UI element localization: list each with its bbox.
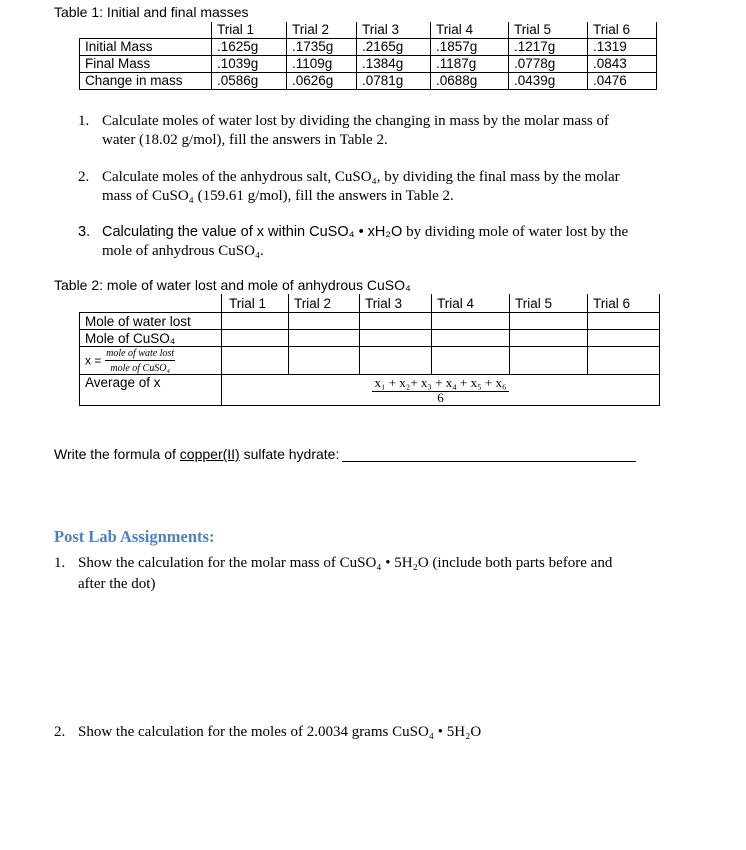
cell: .1384g bbox=[357, 56, 431, 73]
empty-cell bbox=[588, 313, 660, 330]
table2 bbox=[79, 294, 660, 406]
instruction-1 bbox=[78, 112, 678, 152]
empty-cell bbox=[588, 330, 660, 347]
empty-cell bbox=[588, 347, 660, 375]
x-prefix: x = bbox=[85, 353, 102, 367]
empty-cell bbox=[510, 330, 588, 347]
table2-col-header: Trial 2 bbox=[289, 294, 360, 313]
formula-prompt-before: Write the formula of bbox=[54, 446, 180, 462]
empty-cell bbox=[360, 330, 432, 347]
cell: .0688g bbox=[431, 73, 509, 90]
table2-corner bbox=[80, 294, 222, 313]
empty-cell bbox=[222, 313, 289, 330]
x-numerator: mole of wate lost bbox=[106, 347, 175, 359]
row-label: Mole of CuSO₄ bbox=[80, 330, 222, 347]
table2-col-header: Trial 5 bbox=[510, 294, 588, 313]
table1-caption: Table 1: Initial and final masses bbox=[54, 4, 249, 20]
list-number: 1. bbox=[54, 555, 66, 571]
table2-col-header: Trial 1 bbox=[222, 294, 289, 313]
list-number: 3. bbox=[78, 224, 91, 240]
cell: .0586g bbox=[212, 73, 287, 90]
formula-prompt-after: sulfate hydrate: bbox=[239, 446, 340, 462]
average-formula bbox=[372, 375, 508, 405]
instruction-line bbox=[102, 223, 628, 242]
formula-prompt-underlined: copper(II) bbox=[179, 446, 240, 462]
cell: .1625g bbox=[212, 39, 287, 56]
formula-answer-blank[interactable] bbox=[342, 447, 636, 462]
cell: .1319 bbox=[588, 39, 657, 56]
cell: .2165g bbox=[357, 39, 431, 56]
cell: .0843 bbox=[588, 56, 657, 73]
table1-col-header: Trial 4 bbox=[431, 22, 509, 39]
instruction-sans-part: Calculating the value of x within CuSO₄ • xH₂O bbox=[102, 224, 403, 240]
list-number: 2. bbox=[54, 724, 66, 740]
row-label: Average of x bbox=[80, 375, 222, 406]
table2-row-water-lost bbox=[80, 313, 660, 330]
average-numerator: x₁ + x₂+ x₃ + x₄ + x₅ + x₆ bbox=[374, 375, 507, 390]
list-number: 1. bbox=[78, 113, 90, 129]
cell: .1857g bbox=[431, 39, 509, 56]
question-line: Show the calculation for the moles of 2.0034 grams CuSO₄ • 5H₂O bbox=[78, 724, 482, 740]
post-lab-question-2 bbox=[54, 723, 714, 743]
cell: .1735g bbox=[287, 39, 357, 56]
empty-cell bbox=[289, 347, 360, 375]
empty-cell bbox=[432, 330, 510, 347]
cell: .1109g bbox=[287, 56, 357, 73]
table2-row-average bbox=[80, 375, 660, 406]
table2-col-header: Trial 6 bbox=[588, 294, 660, 313]
instruction-line: Calculate moles of water lost by dividing the changing in mass by the molar mass of bbox=[102, 113, 609, 129]
table2-row-x bbox=[80, 347, 660, 375]
cell: .0778g bbox=[509, 56, 588, 73]
x-formula-cell bbox=[80, 347, 222, 375]
instruction-serif-part: by dividing mole of water lost by the bbox=[402, 224, 629, 240]
row-label: Mole of water lost bbox=[80, 313, 222, 330]
table1-row-initial-mass bbox=[80, 39, 657, 56]
row-label: Final Mass bbox=[80, 56, 212, 73]
cell: .0781g bbox=[357, 73, 431, 90]
table1-col-header: Trial 1 bbox=[212, 22, 287, 39]
table1 bbox=[79, 22, 657, 90]
empty-cell bbox=[289, 330, 360, 347]
empty-cell bbox=[432, 347, 510, 375]
table1-col-header: Trial 2 bbox=[287, 22, 357, 39]
instruction-line: water (18.02 g/mol), fill the answers in Table 2. bbox=[102, 132, 388, 148]
x-denominator: mole of CuSO₄ bbox=[110, 362, 170, 374]
table2-row-cuso4 bbox=[80, 330, 660, 347]
cell: .1187g bbox=[431, 56, 509, 73]
table2-header-row bbox=[80, 294, 660, 313]
table2-caption: Table 2: mole of water lost and mole of anhydrous CuSO₄ bbox=[54, 277, 411, 293]
post-lab-question-1 bbox=[54, 554, 714, 594]
row-label: Initial Mass bbox=[80, 39, 212, 56]
question-line: Show the calculation for the molar mass of CuSO₄ • 5H₂O (include both parts before and bbox=[78, 555, 613, 571]
cell: .1217g bbox=[509, 39, 588, 56]
table2-col-header: Trial 3 bbox=[360, 294, 432, 313]
instruction-3 bbox=[78, 223, 698, 263]
empty-cell bbox=[289, 313, 360, 330]
table2-col-header: Trial 4 bbox=[432, 294, 510, 313]
instruction-line: mass of CuSO₄ (159.61 g/mol), fill the answers in Table 2. bbox=[102, 188, 454, 204]
empty-cell bbox=[510, 313, 588, 330]
row-label: Change in mass bbox=[80, 73, 212, 90]
cell: .1039g bbox=[212, 56, 287, 73]
cell: .0439g bbox=[509, 73, 588, 90]
table1-col-header: Trial 6 bbox=[588, 22, 657, 39]
empty-cell bbox=[432, 313, 510, 330]
average-formula-cell bbox=[222, 375, 660, 406]
empty-cell bbox=[510, 347, 588, 375]
empty-cell bbox=[222, 347, 289, 375]
empty-cell bbox=[222, 330, 289, 347]
formula-prompt bbox=[54, 446, 636, 462]
table1-corner bbox=[80, 22, 212, 39]
average-denominator: 6 bbox=[437, 390, 444, 405]
instruction-2 bbox=[78, 168, 678, 208]
table1-row-final-mass bbox=[80, 56, 657, 73]
post-lab-heading: Post Lab Assignments: bbox=[54, 527, 215, 546]
table1-row-change-in-mass bbox=[80, 73, 657, 90]
table1-col-header: Trial 3 bbox=[357, 22, 431, 39]
table1-col-header: Trial 5 bbox=[509, 22, 588, 39]
empty-cell bbox=[360, 313, 432, 330]
cell: .0476 bbox=[588, 73, 657, 90]
empty-cell bbox=[360, 347, 432, 375]
list-number: 2. bbox=[78, 169, 90, 185]
table1-header-row bbox=[80, 22, 657, 39]
x-fraction bbox=[105, 348, 175, 374]
instruction-line: Calculate moles of the anhydrous salt, CuSO₄, by dividing the final mass by the molar bbox=[102, 169, 620, 185]
cell: .0626g bbox=[287, 73, 357, 90]
instruction-line: mole of anhydrous CuSO₄. bbox=[102, 243, 264, 259]
question-line: after the dot) bbox=[78, 576, 156, 592]
